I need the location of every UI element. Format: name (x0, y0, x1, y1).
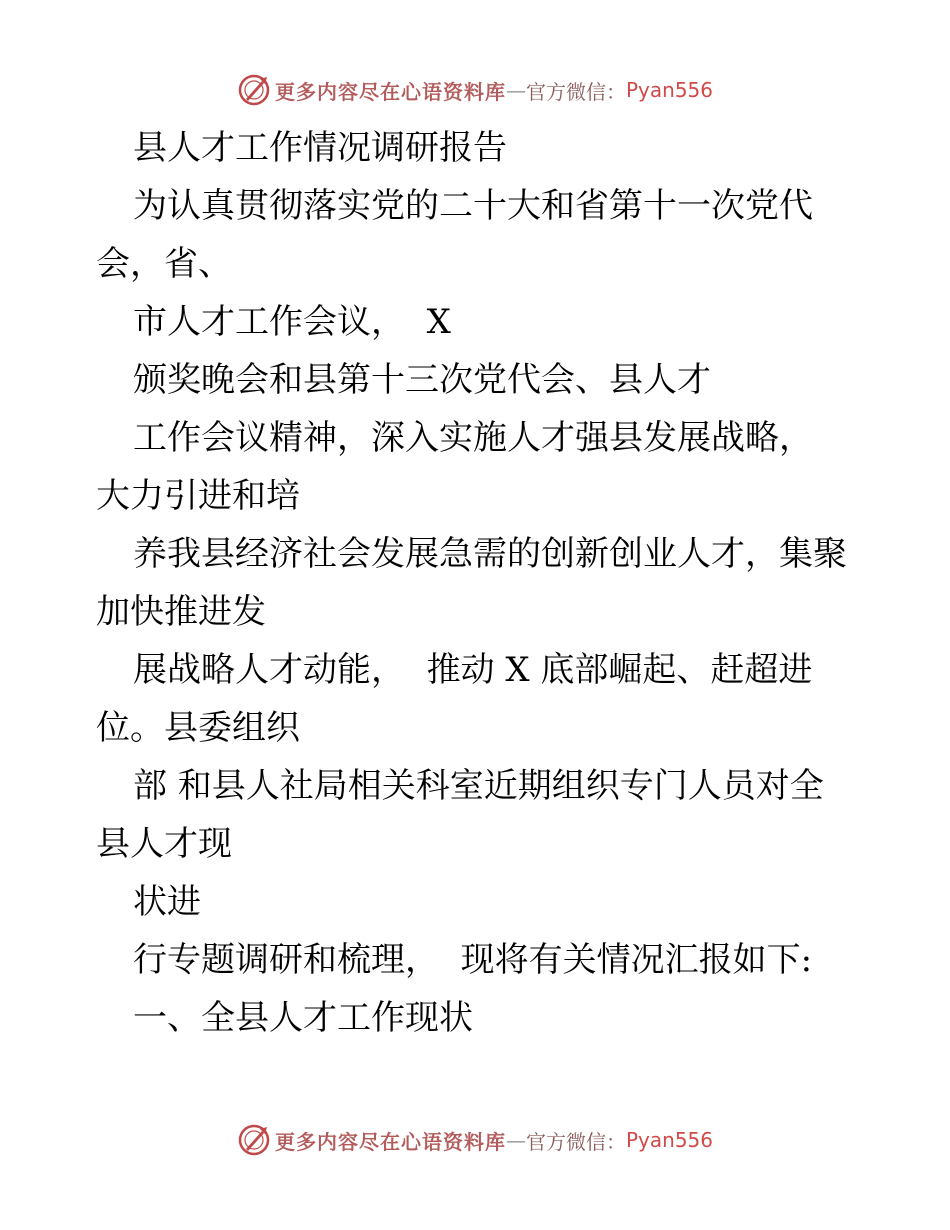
watermark-wechat-id: Pyan556 (625, 1128, 713, 1152)
quill-seal-icon (237, 73, 271, 107)
document-line: 位。县委组织 (96, 708, 300, 748)
header-watermark (0, 70, 950, 110)
document-line: 县人才现 (96, 824, 232, 864)
document-line: 部 和县人社局相关科室近期组织专门人员对全 (133, 766, 824, 806)
watermark-wechat-label: 官方微信： (525, 1129, 626, 1154)
document-line: 工作会议精神，深入实施人才强县发展战略， (133, 418, 813, 458)
footer-watermark (0, 1120, 950, 1160)
document-line: 会，省、 (96, 244, 232, 284)
document-line: 市人才工作会议， X (133, 302, 451, 342)
watermark-wechat-label: 官方微信： (525, 79, 626, 104)
document-line: 展战略人才动能， 推动 X 底部崛起、赶超进 (133, 650, 813, 690)
quill-seal-icon (237, 1123, 271, 1157)
document-line: 为认真贯彻落实党的二十大和省第十一次党代 (133, 186, 813, 226)
watermark-main-text: 更多内容尽在心语资料库 (274, 79, 506, 104)
document-line: 颁奖晚会和县第十三次党代会、县人才 (133, 360, 711, 400)
watermark-wechat-id: Pyan556 (625, 78, 713, 102)
watermark-separator: — (505, 78, 526, 102)
document-line: 行专题调研和梳理， 现将有关情况汇报如下: (133, 940, 813, 980)
document-line: 养我县经济社会发展急需的创新创业人才，集聚 (133, 534, 847, 574)
watermark-main-text: 更多内容尽在心语资料库 (274, 1129, 506, 1154)
document-line: 一、全县人才工作现状 (133, 998, 473, 1038)
document-line: 状进 (133, 882, 201, 922)
document-line: 大力引进和培 (96, 476, 300, 516)
watermark-separator: — (505, 1128, 526, 1152)
document-line: 县人才工作情况调研报告 (133, 128, 507, 168)
document-line: 加快推进发 (96, 592, 266, 632)
